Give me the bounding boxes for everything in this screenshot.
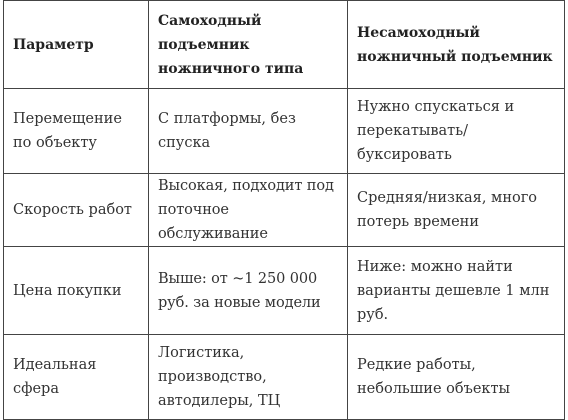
header-non-self-propelled-lift: Несамоходный ножничный подъемник <box>348 1 565 89</box>
cell-non-self-propelled: Ниже: можно найти варианты дешевле 1 млн руб. <box>348 247 565 335</box>
table-row <box>4 335 565 420</box>
cell-parameter: Перемещение по объекту <box>4 89 149 174</box>
table-row <box>4 174 565 247</box>
table-row <box>4 247 565 335</box>
cell-parameter: Скорость работ <box>4 174 149 247</box>
cell-non-self-propelled: Средняя/низкая, много потерь времени <box>348 174 565 247</box>
cell-parameter: Цена покупки <box>4 247 149 335</box>
cell-parameter: Идеальная сфера <box>4 335 149 420</box>
cell-self-propelled: Выше: от ~1 250 000 руб. за новые модели <box>149 247 348 335</box>
cell-self-propelled: Логистика, производство, автодилеры, ТЦ <box>149 335 348 420</box>
cell-non-self-propelled: Нужно спускаться и перекатывать/ буксировать <box>348 89 565 174</box>
header-parameter: Параметр <box>4 1 149 89</box>
header-self-propelled-lift: Самоходный подъемник ножничного типа <box>149 1 348 89</box>
table-row <box>4 89 565 174</box>
cell-self-propelled: Высокая, подходит под поточное обслуживание <box>149 174 348 247</box>
comparison-table <box>3 0 565 420</box>
cell-self-propelled: С платформы, без спуска <box>149 89 348 174</box>
cell-non-self-propelled: Редкие работы, небольшие объекты <box>348 335 565 420</box>
table-header-row <box>4 1 565 89</box>
